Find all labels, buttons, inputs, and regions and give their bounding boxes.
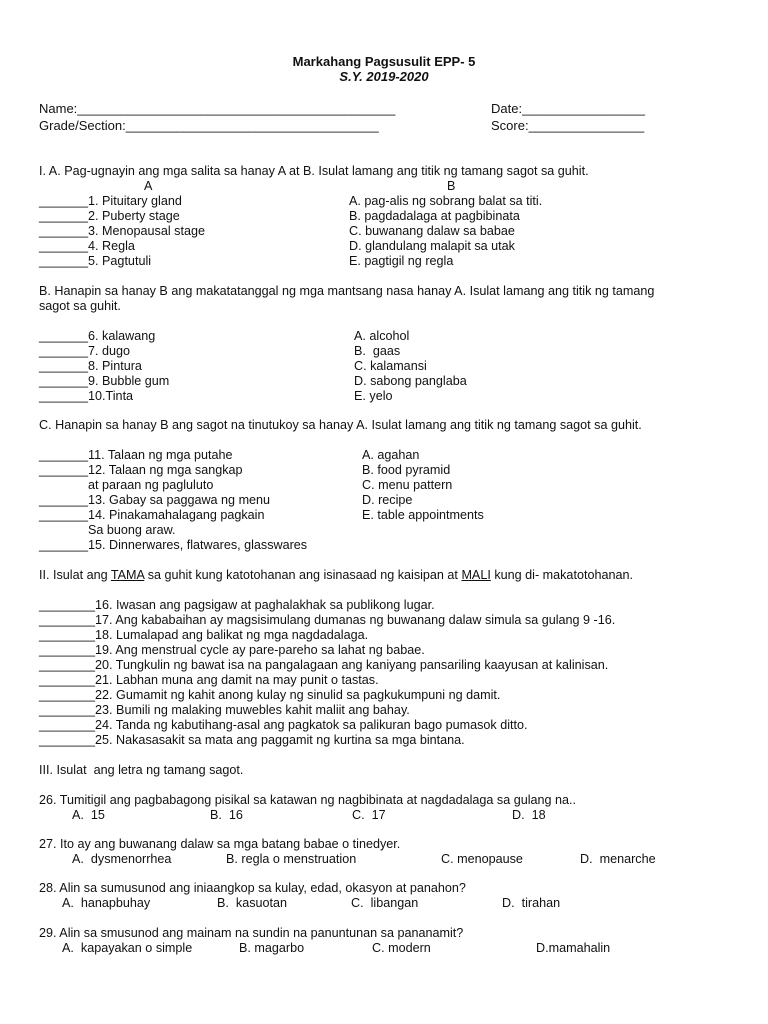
- answer-choice[interactable]: A. kapayakan o simple: [62, 941, 193, 955]
- answer-choice[interactable]: B. magarbo: [239, 941, 305, 955]
- question-text: 26. Tumitigil ang pagbabagong pisikal sa katawan ng nagbibinata at nagdadalaga sa gulang na..: [39, 793, 577, 807]
- answer-choice[interactable]: A. 15: [72, 808, 105, 822]
- answer-choice[interactable]: D. tirahan: [502, 896, 561, 910]
- answer-choice[interactable]: A. hanapbuhay: [62, 896, 151, 910]
- matching-item[interactable]: _______4. Regla: [39, 239, 135, 253]
- matching-choice: C. buwanang dalaw sa babae: [349, 224, 515, 238]
- matching-choice: A. pag-alis ng sobrang balat sa titi.: [349, 194, 543, 208]
- true-false-item[interactable]: ________19. Ang menstrual cycle ay pare-pareho sa lahat ng babae.: [39, 643, 425, 657]
- matching-item[interactable]: _______3. Menopausal stage: [39, 224, 205, 238]
- true-false-item[interactable]: ________23. Bumili ng malaking muwebles kahit maliit ang bahay.: [39, 703, 410, 717]
- exam-title: Markahang Pagsusulit EPP- 5: [292, 54, 476, 69]
- true-false-item[interactable]: ________25. Nakasasakit sa mata ang paggamit ng kurtina sa mga bintana.: [39, 733, 465, 747]
- matching-choice: B. food pyramid: [362, 463, 451, 477]
- name-field[interactable]: Name:____________________________________________: [39, 101, 396, 116]
- matching-choice: A. alcohol: [354, 329, 410, 343]
- matching-item[interactable]: _______1. Pituitary gland: [39, 194, 182, 208]
- answer-choice[interactable]: B. regla o menstruation: [226, 852, 357, 866]
- matching-choice: D. recipe: [362, 493, 413, 507]
- matching-choice: A. agahan: [362, 448, 420, 462]
- true-false-item[interactable]: ________17. Ang kababaihan ay magsisimulang dumanas ng buwanang dalaw simula sa gulang 9 -16.: [39, 613, 616, 627]
- matching-item[interactable]: _______12. Talaan ng mga sangkap: [39, 463, 243, 477]
- answer-choice[interactable]: A. dysmenorrhea: [72, 852, 172, 866]
- matching-item: Sa buong araw.: [39, 523, 176, 537]
- answer-choice[interactable]: D. menarche: [580, 852, 656, 866]
- true-false-item[interactable]: ________20. Tungkulin ng bawat isa na pangalagaan ang kaniyang pansariling kaayusan at kalinisan.: [39, 658, 609, 672]
- grade-section-field[interactable]: Grade/Section:___________________________________: [39, 118, 379, 133]
- instr-text: II. Isulat ang: [39, 568, 111, 582]
- part-ic-instruction: C. Hanapin sa hanay B ang sagot na tinutukoy sa hanay A. Isulat lamang ang titik ng tamang sagot sa guhit.: [39, 418, 642, 432]
- matching-item[interactable]: _______8. Pintura: [39, 359, 142, 373]
- matching-choice: E. table appointments: [362, 508, 484, 522]
- matching-item: at paraan ng pagluluto: [39, 478, 214, 492]
- score-field[interactable]: Score:________________: [491, 118, 645, 133]
- matching-item[interactable]: _______11. Talaan ng mga putahe: [39, 448, 233, 462]
- part-iii-instruction: III. Isulat ang letra ng tamang sagot.: [39, 763, 244, 777]
- true-false-item[interactable]: ________22. Gumamit ng kahit anong kulay ng sinulid sa pagkukumpuni ng damit.: [39, 688, 501, 702]
- column-a-label: A: [144, 179, 153, 193]
- matching-item[interactable]: _______2. Puberty stage: [39, 209, 180, 223]
- question-text: 28. Alin sa sumusunod ang iniaangkop sa kulay, edad, okasyon at panahon?: [39, 881, 466, 895]
- answer-choice[interactable]: D.mamahalin: [536, 941, 611, 955]
- true-false-item[interactable]: ________21. Labhan muna ang damit na may punit o tastas.: [39, 673, 379, 687]
- matching-item[interactable]: _______10.Tinta: [39, 389, 134, 403]
- instr-text: sa guhit kung katotohanan ang isinasaad ng kaisipan at: [144, 568, 462, 582]
- matching-choice: C. kalamansi: [354, 359, 427, 373]
- answer-choice[interactable]: D. 18: [512, 808, 546, 822]
- matching-item[interactable]: _______14. Pinakamahalagang pagkain: [39, 508, 265, 522]
- matching-choice: C. menu pattern: [362, 478, 453, 492]
- answer-choice[interactable]: C. menopause: [441, 852, 523, 866]
- matching-choice: E. pagtigil ng regla: [349, 254, 454, 268]
- column-b-label: B: [447, 179, 456, 193]
- part-ia-instruction: I. A. Pag-ugnayin ang mga salita sa hanay A at B. Isulat lamang ang titik ng tamang sagot sa guhit.: [39, 164, 589, 178]
- matching-item[interactable]: _______5. Pagtutuli: [39, 254, 152, 268]
- matching-choice: B. gaas: [354, 344, 401, 358]
- true-false-item[interactable]: ________16. Iwasan ang pagsigaw at paghalakhak sa publikong lugar.: [39, 598, 435, 612]
- tama-keyword: TAMA: [110, 568, 145, 582]
- answer-choice[interactable]: C. modern: [372, 941, 431, 955]
- matching-choice: D. sabong panglaba: [354, 374, 467, 388]
- true-false-item[interactable]: ________24. Tanda ng kabutihang-asal ang pagkatok sa palikuran bago pumasok ditto.: [39, 718, 528, 732]
- true-false-item[interactable]: ________18. Lumalapad ang balikat ng mga nagdadalaga.: [39, 628, 369, 642]
- matching-item[interactable]: _______9. Bubble gum: [39, 374, 170, 388]
- answer-choice[interactable]: C. libangan: [351, 896, 419, 910]
- answer-choice[interactable]: B. kasuotan: [217, 896, 288, 910]
- matching-item[interactable]: _______7. dugo: [39, 344, 131, 358]
- matching-item[interactable]: _______15. Dinnerwares, flatwares, glasswares: [39, 538, 308, 552]
- instr-text: kung di- makatotohanan.: [490, 568, 633, 582]
- question-text: 29. Alin sa smusunod ang mainam na sundin na panuntunan sa pananamit?: [39, 926, 464, 940]
- part-ib-instruction-cont: sagot sa guhit.: [39, 299, 121, 313]
- matching-item[interactable]: _______6. kalawang: [39, 329, 156, 343]
- mali-keyword: MALI: [461, 568, 491, 582]
- date-field[interactable]: Date:_________________: [491, 101, 645, 116]
- answer-choice[interactable]: C. 17: [352, 808, 386, 822]
- matching-choice: D. glandulang malapit sa utak: [349, 239, 515, 253]
- answer-choice[interactable]: B. 16: [210, 808, 243, 822]
- matching-choice: E. yelo: [354, 389, 393, 403]
- matching-choice: B. pagdadalaga at pagbibinata: [349, 209, 520, 223]
- part-ii-instruction: [39, 568, 633, 583]
- matching-item[interactable]: _______13. Gabay sa paggawa ng menu: [39, 493, 271, 507]
- school-year: S.Y. 2019-2020: [339, 69, 429, 84]
- part-ib-instruction: B. Hanapin sa hanay B ang makatatanggal ng mga mantsang nasa hanay A. Isulat lamang ang titik ng tamang: [39, 284, 655, 298]
- question-text: 27. Ito ay ang buwanang dalaw sa mga batang babae o tinedyer.: [39, 837, 401, 851]
